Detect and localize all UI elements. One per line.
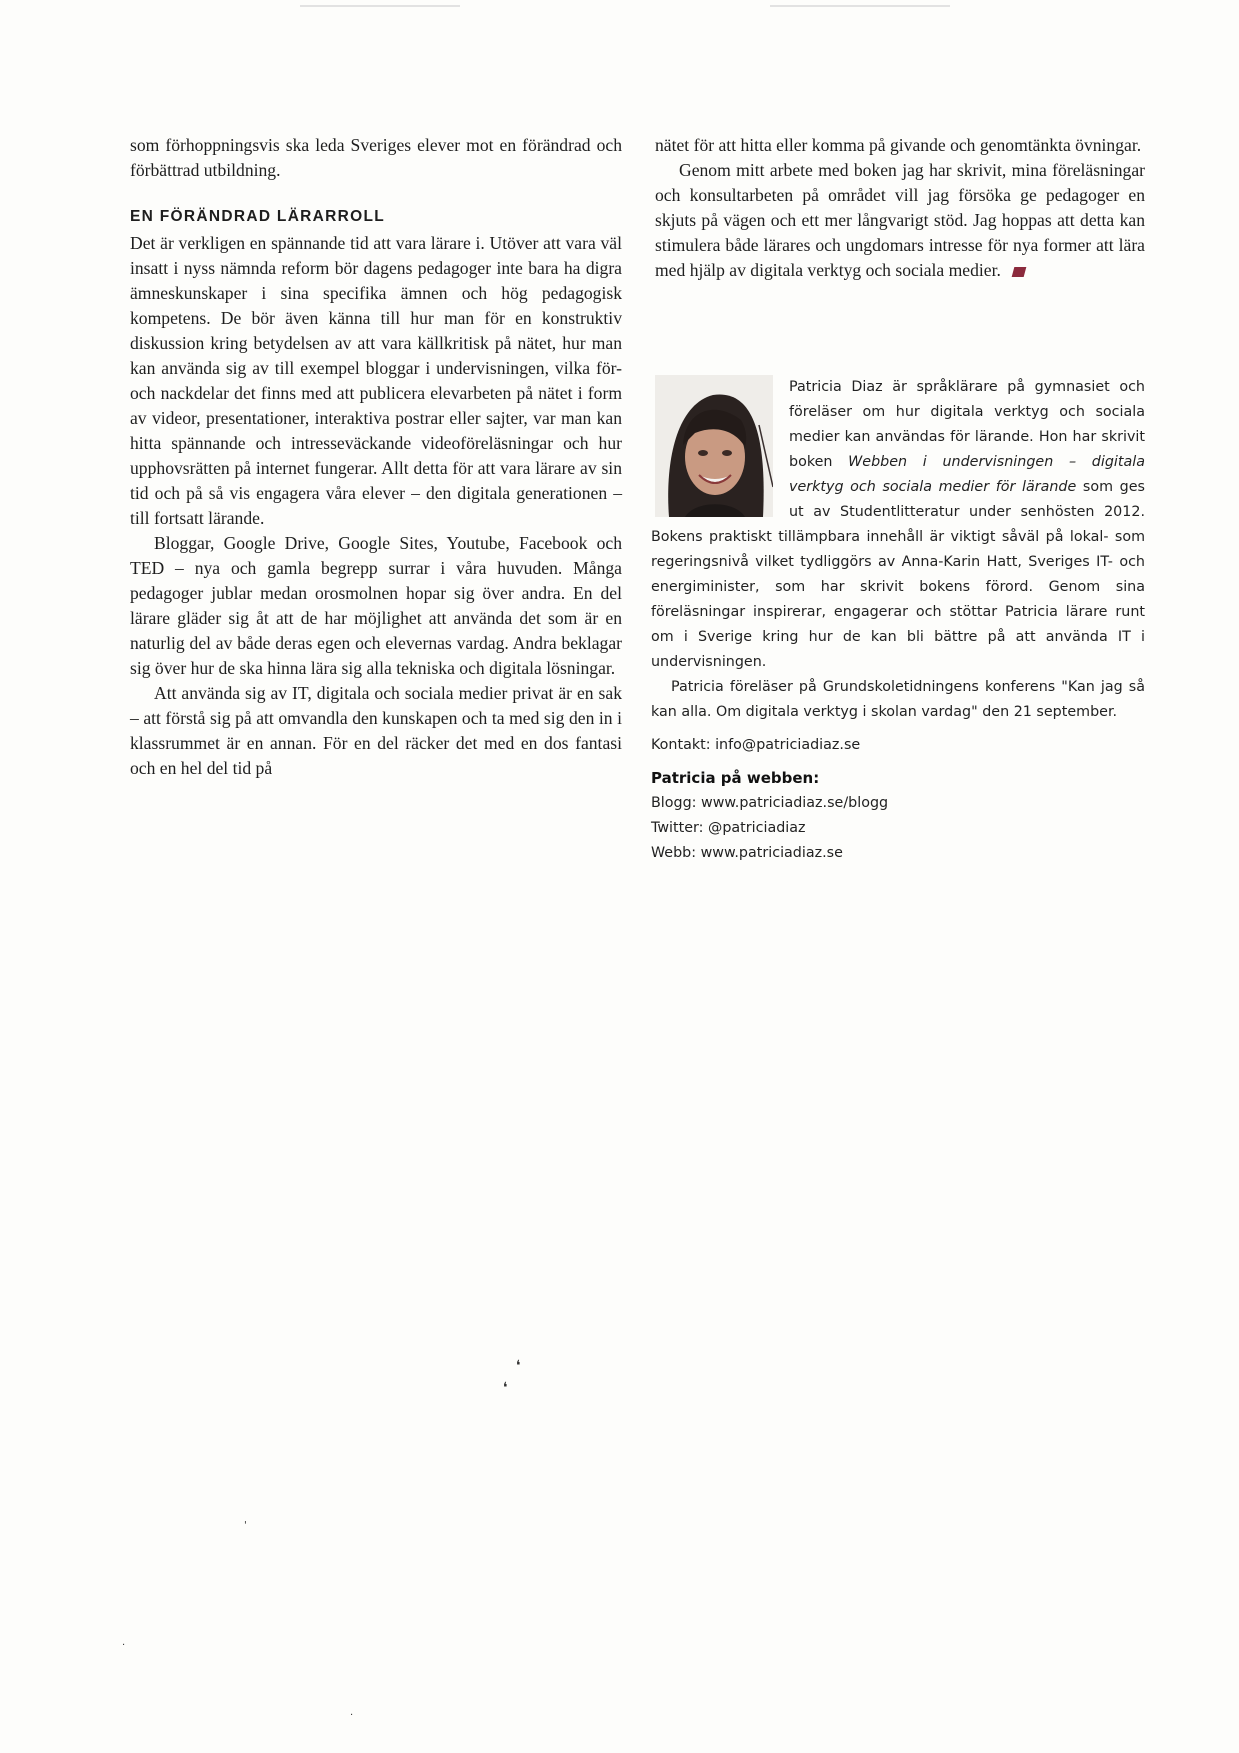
bio-book-title: Webben i undervisningen – digitala verktyg och sociala medier för lärande (789, 454, 1145, 495)
left-paragraph-3: Att använda sig av IT, digitala och sociala medier privat är en sak – att förstå sig på att omvandla den kunskapen och ta med sig den in i klassrummet är en annan. För en del räcker det med en dos fantasi och en hel del tid på (130, 683, 622, 778)
left-paragraph-1: Det är verkligen en spännande tid att vara lärare i. Utöver att vara väl insatt i nyss nämnda reform bör dagens pedagoger inte bara ha digra ämneskunskaper i sina specifika ämnen och hög pedagogisk kompetens. De bör även känna till hur man för en konstruktiv diskussion kring betydelsen av att vara källkritisk på nätet, hur man kan använda sig av till exempel bloggar i undervisningen, vilka för- och nackdelar det finns med att publicera elevarbeten på nätet i form av videor, presentationer, interaktiva postrar eller sajter, var man kan hitta spännande och intresseväckande videoföreläsningar och hur upphovsrätten på internet fungerar. Allt detta för att vara lärare av sin tid och på så vis engagera våra elever – den digitala generationen – till fortsatt lärande. (130, 233, 622, 528)
author-bio (651, 375, 1145, 866)
right-column (655, 133, 1145, 283)
section-heading: EN FÖRÄNDRAD LÄRARROLL (130, 208, 386, 225)
scan-artifact-left (300, 5, 460, 7)
scan-speck: · (122, 1640, 126, 1651)
right-paragraph-continuation: nätet för att hitta eller komma på givande och genomtänkta övningar. (655, 135, 1142, 155)
bio-web-heading: Patricia på webben: (651, 769, 820, 787)
bio-contact: Kontakt: info@patriciadiaz.se (651, 737, 861, 753)
left-paragraph-2: Bloggar, Google Drive, Google Sites, Youtube, Facebook och TED – nya och gamla begrepp surrar i våra huvuden. Många pedagoger jublar medan orosmolnen hopar sig över andra. En del lärare gläder sig åt att de har möjlighet att använda det som är en naturlig del av både deras egen och elevernas vardag. Andra beklagar sig över hur de ska hinna lära sig alla tekniska och digitala lösningar. (130, 533, 622, 678)
bio-twitter-link[interactable]: Twitter: @patriciadiaz (651, 820, 806, 836)
scan-speck: ❛ (516, 1358, 521, 1374)
bio-text-part-2: som ges ut av Studentlitteratur under senhösten 2012. Bokens praktiskt tillämpbara innehåll är viktigt såväl på lokal- som regeringsnivå vilket tydliggörs av Anna-Karin Hatt, Sveriges IT- och energiminister, som har skrivit bokens förord. Genom sina föreläsningar inspirerar, engagerar och stöttar Patricia lärare runt om i Sverige kring hur de kan bli bättre på att använda IT i undervisningen. (651, 479, 1145, 670)
right-paragraph-1 (655, 158, 1145, 283)
scan-artifact-right (770, 5, 950, 7)
scan-speck: · (350, 1710, 354, 1721)
scan-speck: ❛ (503, 1380, 508, 1396)
author-photo (655, 375, 773, 517)
scan-speck: ' (244, 1520, 247, 1531)
bio-web-link[interactable]: Webb: www.patriciadiaz.se (651, 845, 843, 861)
left-column (130, 133, 622, 781)
right-paragraph-1-text: Genom mitt arbete med boken jag har skrivit, mina föreläsningar och konsultarbeten på området vill jag försöka ge pedagoger en skjuts på vägen och ett mer långvarigt stöd. Jag hoppas att detta kan stimulera både lärares och ungdomars intresse för nya former att lära med hjälp av digitala verktyg och sociala medier. (655, 160, 1145, 280)
bio-paragraph-2: Patricia föreläser på Grundskoletidningens konferens "Kan jag så kan alla. Om digitala verktyg i skolan vardag" den 21 september. (651, 679, 1145, 720)
left-paragraph-intro: som förhoppningsvis ska leda Sveriges elever mot en förändrad och förbättrad utbildning. (130, 135, 622, 180)
author-portrait-image (655, 375, 773, 517)
article-end-mark (1012, 267, 1027, 277)
bio-text-part-1: Patricia Diaz är språklärare på gymnasiet och föreläser om hur digitala verktyg och sociala medier kan användas för lärande. Hon har skrivit boken (789, 379, 1145, 470)
bio-blog-link[interactable]: Blogg: www.patriciadiaz.se/blogg (651, 795, 889, 811)
